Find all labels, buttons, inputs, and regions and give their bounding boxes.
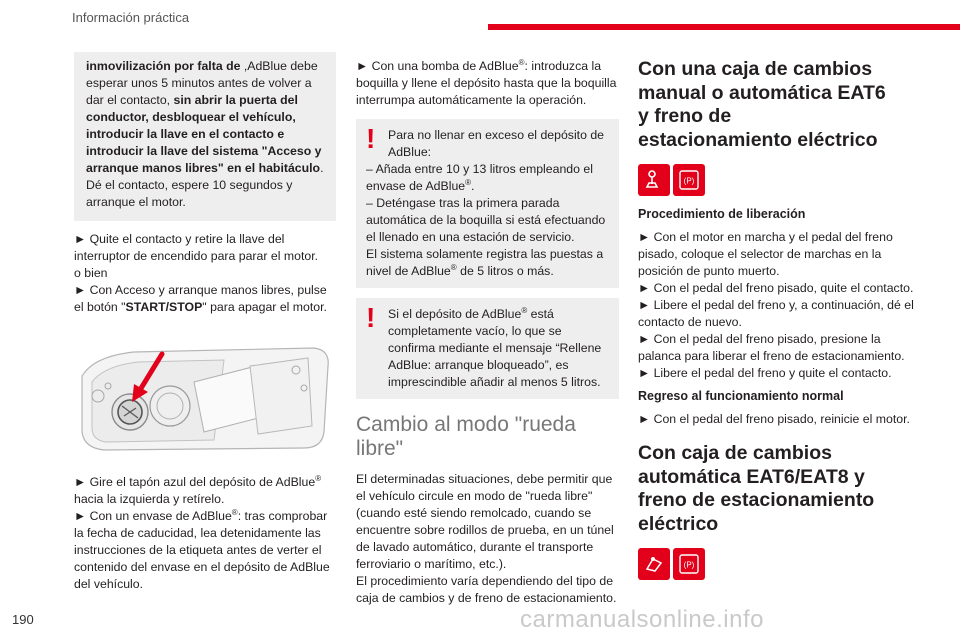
warning-overfill-note: El sistema solamente registra las puestas a nivel de AdBlue® de 5 litros o más.: [366, 247, 604, 278]
release-step-3: ► Libere el pedal del freno y, a continuación, dé el contacto de nuevo.: [638, 298, 914, 329]
warning-empty-tank-text: Si el depósito de AdBlue® está completamente vacío, lo que se confirma mediante el mensaje “Rellene AdBlue: arranque bloqueado”, es imprescindible añadir al menos 5 litros.: [388, 305, 602, 389]
warning-box-overfill: [356, 119, 619, 288]
step-container-fill: ► Con un envase de AdBlue®: tras comprobar la fecha de caducidad, lea detenidamente las instrucciones de la etiqueta antes de verter el contenido del envase en el depósito de AdBlue del vehículo.: [74, 507, 330, 591]
svg-text:(P): (P): [683, 176, 695, 186]
svg-text:(P): (P): [683, 560, 695, 570]
release-step-1: ► Con el motor en marcha y el pedal del freno pisado, coloque el selector de marchas en la posición de punto muerto.: [638, 230, 893, 278]
release-step-2: ► Con el pedal del freno pisado, quite el contacto.: [638, 281, 914, 295]
header-accent-bar: [488, 24, 960, 30]
icon-row-2: [638, 548, 914, 580]
gear-lever-icon: [638, 164, 670, 196]
step-pump-fill: ► Con una bomba de AdBlue®: introduzca la boquilla y llene el depósito hasta que la boquilla interrumpa automáticamente la operación.: [356, 57, 617, 107]
heading-manual-eat6: Con una caja de cambios manual o automática EAT6 y freno de estacionamiento eléctrico: [638, 58, 886, 151]
warning-overfill-item-1: – Añada entre 10 y 13 litros empleando el envase de AdBlue®.: [366, 162, 593, 193]
watermark: carmanualsonline.info: [520, 606, 764, 633]
parking-brake-icon: [673, 548, 705, 580]
info-box: [74, 52, 336, 221]
step-remove-cap: ► Gire el tapón azul del depósito de AdBlue® hacia la izquierda y retírelo.: [74, 473, 322, 506]
column-2: [356, 58, 619, 607]
column-1: [74, 52, 336, 593]
freewheel-paragraph-1: El determinadas situaciones, debe permitir que el vehículo circule en modo de "rueda libre" (cuando esté siendo remolcado, cuando se encuentre sobre rodillos de prueba, en un túnel de lavado automático, durante el transporte ferroviario o marítimo, etc.).: [356, 472, 614, 571]
warning-overfill-intro: Para no llenar en exceso el depósito de AdBlue:: [388, 128, 605, 159]
icon-row-1: [638, 164, 914, 196]
release-step-5: ► Libere el pedal del freno y quite el contacto.: [638, 366, 892, 380]
info-paragraph-2: Dé el contacto, espere 10 segundos y arranque el motor.: [86, 178, 293, 209]
adblue-filler-cap-illustration: [74, 336, 336, 454]
warning-icon: !: [366, 302, 376, 333]
warning-icon: !: [366, 123, 376, 154]
or-text: o bien: [74, 266, 108, 280]
warning-box-empty-tank: [356, 298, 619, 399]
freewheel-heading: Cambio al modo "rueda libre": [356, 413, 576, 460]
page-number: 190: [12, 612, 34, 627]
section-title: Información práctica: [72, 10, 190, 25]
release-procedure-heading: Procedimiento de liberación: [638, 207, 806, 221]
gear-selector-icon: [638, 548, 670, 580]
column-3: [638, 58, 914, 590]
step-start-stop: ► Con Acceso y arranque manos libres, pulse el botón "START/STOP" para apagar el motor.: [74, 283, 327, 314]
step-stop-engine: ► Quite el contacto y retire la llave del interruptor de encendido para parar el motor.: [74, 232, 319, 263]
release-step-4: ► Con el pedal del freno pisado, presione la palanca para liberar el freno de estacionamiento.: [638, 332, 905, 363]
info-paragraph-1: inmovilización por falta de ,AdBlue debe esperar unos 5 minutos antes de volver a dar el contacto, sin abrir la puerta del conductor, desbloquear el vehículo, introducir la llave en el contacto e introducir la llave del sistema "Acceso y arranque manos libres" en el habitáculo.: [86, 59, 324, 175]
parking-brake-icon: [673, 164, 705, 196]
heading-auto-eat6-eat8: Con caja de cambios automática EAT6/EAT8 y freno de estacionamiento eléctrico: [638, 442, 875, 535]
normal-operation-heading: Regreso al funcionamiento normal: [638, 389, 844, 403]
normal-step-1: ► Con el pedal del freno pisado, reinicie el motor.: [638, 412, 910, 426]
freewheel-paragraph-2: El procedimiento varía dependiendo del tipo de caja de cambios y de freno de estacionamiento.: [356, 574, 617, 605]
warning-overfill-item-2: – Deténgase tras la primera parada automática de la boquilla si está efectuando el llenado en una estación de servicio.: [366, 196, 606, 244]
